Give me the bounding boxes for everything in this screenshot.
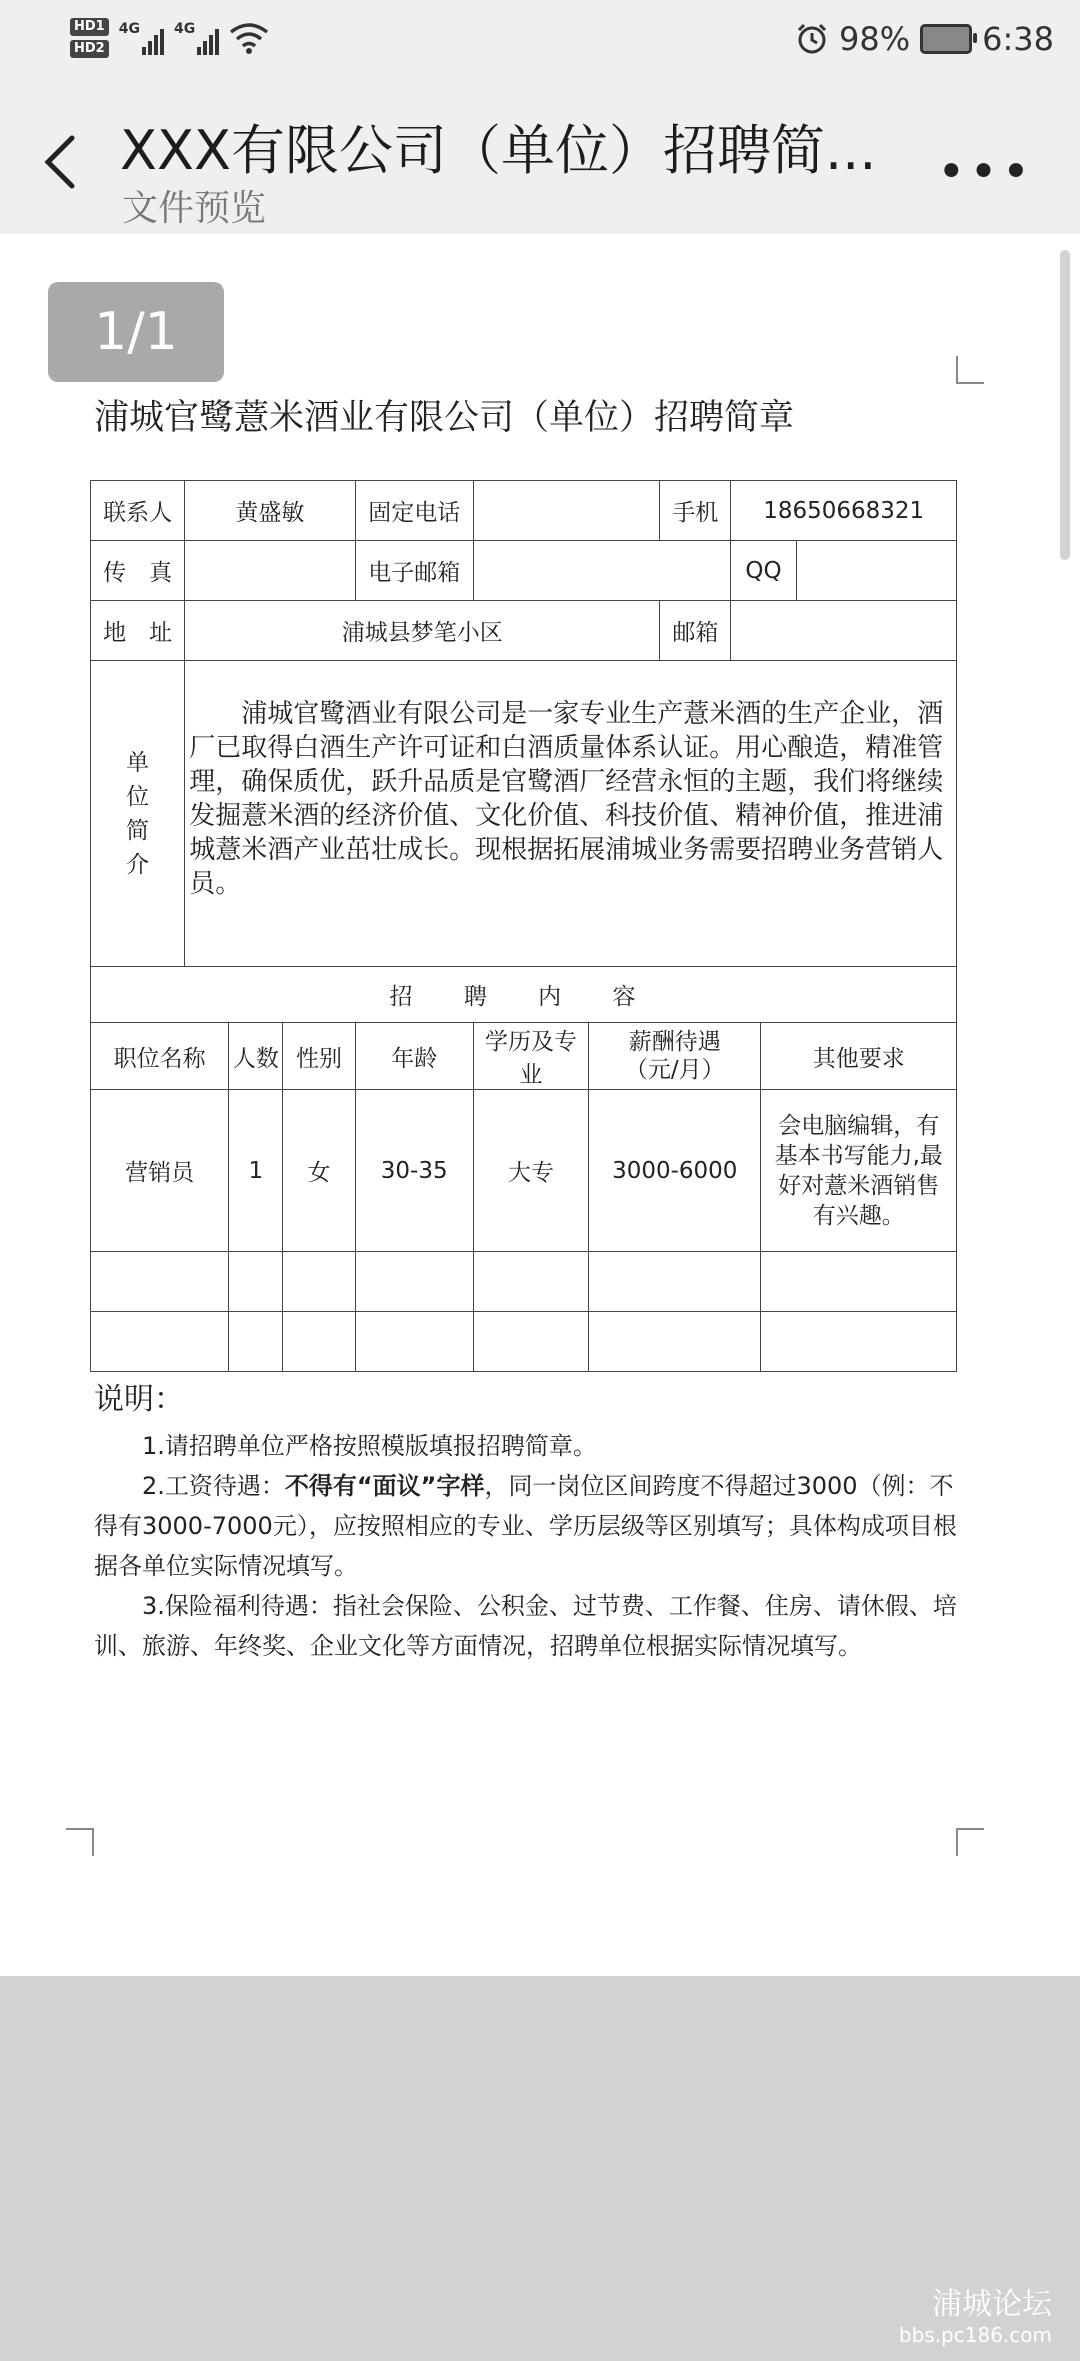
column-header: 薪酬待遇 （元/月） <box>589 1023 761 1090</box>
table-row <box>91 1090 957 1252</box>
alarm-icon <box>795 22 829 56</box>
table-row <box>91 541 957 601</box>
qq-value <box>796 541 956 601</box>
email-value <box>473 541 731 601</box>
email-label: 电子邮箱 <box>355 541 473 601</box>
notes-title: 说明： <box>94 1382 184 1417</box>
column-header: 学历及专业 <box>473 1023 588 1090</box>
note-item2-bold: 不得有“面议”字样 <box>284 1472 485 1500</box>
cell-education: 大专 <box>473 1090 588 1252</box>
cell-age: 30-35 <box>355 1090 473 1252</box>
watermark-site: bbs.pc186.com <box>898 2323 1052 2347</box>
company-intro: 浦城官鹭酒业有限公司是一家专业生产薏米酒的生产企业，酒厂已取得白酒生产许可证和白酒质量体系认证。用心酿造，精准管理，确保质优，跃升品质是官鹭酒厂经营永恒的主题，我们将继续发掘薏米酒的经济价值、文化价值、科技价值、精神价值，推进浦城薏米酒产业茁壮成长。现根据拓展浦城业务需要招聘业务营销人员。 <box>185 661 957 967</box>
column-header: 年龄 <box>355 1023 473 1090</box>
column-header: 人数 <box>229 1023 283 1090</box>
signal-icon <box>119 21 164 55</box>
table-row <box>91 481 957 541</box>
wifi-icon <box>229 22 269 54</box>
page-corner-mark <box>956 1828 984 1856</box>
contact-value: 黄盛敏 <box>185 481 355 541</box>
section-title: 招 聘 内 容 <box>91 967 957 1023</box>
viewer-background <box>0 1976 1080 2361</box>
contact-label: 联系人 <box>91 481 185 541</box>
hd1-badge: HD1 <box>70 18 109 36</box>
watermark-name: 浦城论坛 <box>932 2287 1052 2322</box>
cell-position: 营销员 <box>91 1090 229 1252</box>
table-header-row <box>91 1023 957 1090</box>
document-title: XXX有限公司（单位）招聘简... <box>120 119 877 182</box>
recruitment-form-table <box>90 480 957 1372</box>
table-row <box>91 1312 957 1372</box>
page-indicator: 1/1 <box>48 282 224 382</box>
hd2-badge: HD2 <box>70 40 109 58</box>
document-subtitle: 文件预览 <box>122 188 267 229</box>
intro-label: 单 位 简 介 <box>91 661 185 967</box>
cell-requirements: 会电脑编辑，有基本书写能力,最好对薏米酒销售有兴趣。 <box>761 1090 957 1252</box>
address-value: 浦城县梦笔小区 <box>185 601 660 661</box>
battery-percent: 98% <box>839 20 911 58</box>
note-item: 1.请招聘单位严格按照模版填报招聘简章。 <box>142 1432 597 1460</box>
qq-label: QQ <box>731 541 796 601</box>
app-header <box>0 86 1080 234</box>
column-header: 其他要求 <box>761 1023 957 1090</box>
cell-count: 1 <box>229 1090 283 1252</box>
table-row <box>91 967 957 1023</box>
clock: 6:38 <box>982 20 1054 58</box>
network-type-1: 4G <box>118 21 140 37</box>
note-item2-prefix: 2.工资待遇： <box>142 1472 285 1500</box>
column-header: 性别 <box>283 1023 355 1090</box>
phone-value <box>473 481 659 541</box>
more-options-icon[interactable]: ••• <box>937 144 1034 200</box>
mobile-value: 18650668321 <box>731 481 957 541</box>
recruitment-title: 浦城官鹭薏米酒业有限公司（单位）招聘简章 <box>94 398 795 438</box>
status-bar <box>0 0 1080 86</box>
status-right <box>795 20 1054 58</box>
column-header: 职位名称 <box>91 1023 229 1090</box>
table-row <box>91 601 957 661</box>
fax-value <box>185 541 355 601</box>
notes-section <box>94 1380 960 1666</box>
battery-icon <box>920 24 972 54</box>
note-item: 3.保险福利待遇：指社会保险、公积金、过节费、工作餐、住房、请休假、培训、旅游、年终奖、企业文化等方面情况，招聘单位根据实际情况填写。 <box>94 1592 957 1660</box>
scrollbar[interactable] <box>1060 250 1070 560</box>
phone-label: 固定电话 <box>355 481 473 541</box>
cell-salary: 3000-6000 <box>589 1090 761 1252</box>
page-corner-mark <box>956 356 984 384</box>
note-item <box>94 1466 960 1586</box>
status-left <box>70 18 269 58</box>
forum-watermark <box>899 2279 1052 2347</box>
cell-gender: 女 <box>283 1090 355 1252</box>
mobile-label: 手机 <box>660 481 731 541</box>
page-corner-mark <box>66 1828 94 1856</box>
postcode-label: 邮箱 <box>660 601 731 661</box>
back-icon[interactable] <box>36 132 84 192</box>
table-row <box>91 1252 957 1312</box>
address-label: 地 址 <box>91 601 185 661</box>
table-row <box>91 661 957 967</box>
fax-label: 传 真 <box>91 541 185 601</box>
network-type-2: 4G <box>173 21 196 37</box>
postcode-value <box>731 601 957 661</box>
note-item2-suffix: ，同一岗位区间跨度不得超过3000（例：不得有3000-7000元），应按照相应的专业、学历层级等区别填写；具体构成项目根据各单位实际情况填写。 <box>94 1472 957 1580</box>
signal-icon-2 <box>174 21 219 55</box>
